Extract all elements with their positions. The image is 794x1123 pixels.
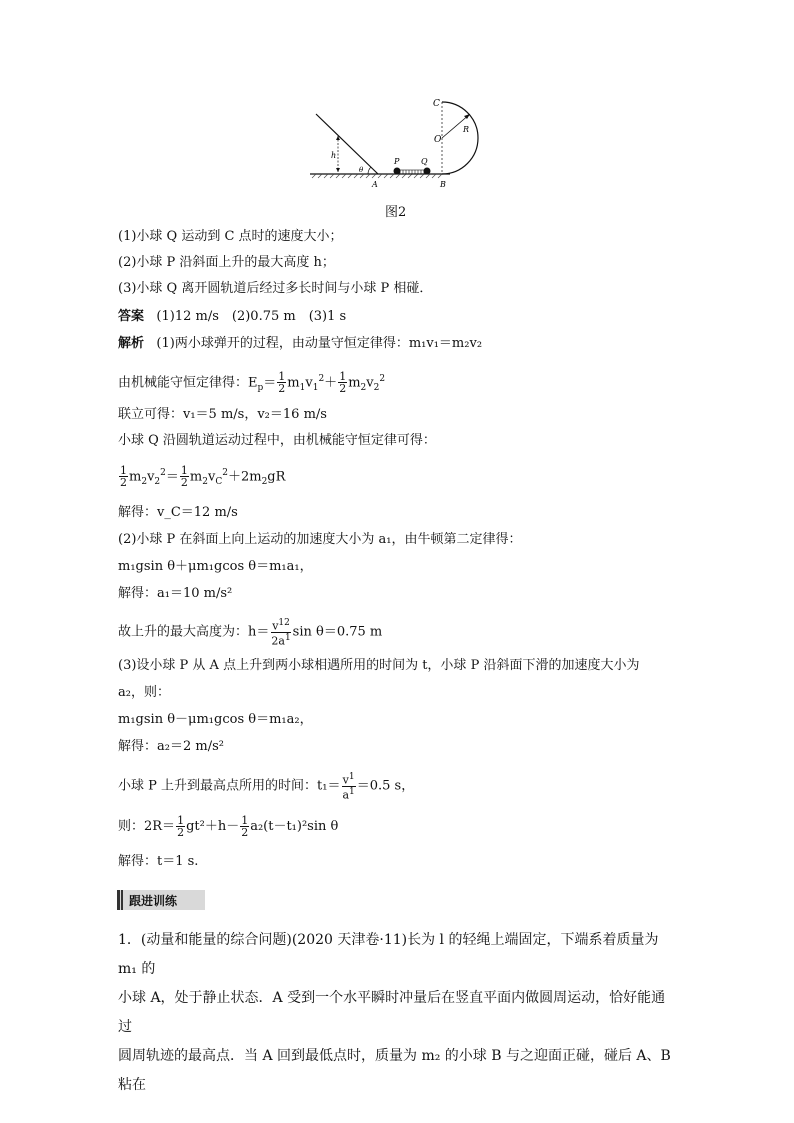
answer-label: 答案	[118, 309, 145, 324]
energy-prefix: 由机械能守恒定律得：E	[118, 375, 258, 391]
eq-mid: gt²＋h－	[186, 819, 240, 834]
eq-prefix: 则：2R＝	[118, 819, 176, 834]
svg-text:A: A	[372, 180, 378, 189]
analysis-line-8: m₁gsin θ＋μm₁gcos θ＝m₁a₁，	[118, 559, 313, 574]
svg-text:O: O	[434, 135, 442, 145]
exercise-line-2: 小球 A，处于静止状态．A 受到一个水平瞬时冲量后在竖直平面内做圆周运动，恰好能通过	[118, 990, 666, 1035]
eq-suffix: a₂(t－t₁)²sin θ	[250, 819, 339, 834]
svg-text:θ: θ	[359, 166, 364, 174]
section-title: 跟进训练	[129, 893, 178, 908]
height-prefix: 故上升的最大高度为：h＝	[118, 624, 270, 640]
analysis-line-11: (3)设小球 P 从 A 点上升到两小球相遇所用的时间为 t，小球 P 沿斜面下滑的加速度大小为	[118, 658, 640, 673]
analysis-line-14: 解得：a₂＝2 m/s²	[118, 739, 224, 754]
analysis-line-13: m₁gsin θ－μm₁gcos θ＝m₁a₂，	[118, 712, 313, 727]
time-prefix: 小球 P 上升到最高点所用的时间：t₁＝	[118, 778, 341, 794]
height-suffix: sin θ＝0.75 m	[292, 624, 383, 640]
svg-text:Q: Q	[421, 157, 428, 166]
analysis-line-9: 解得：a₁＝10 m/s²	[118, 586, 233, 601]
ball-p	[394, 168, 401, 175]
analysis-line-1	[118, 335, 482, 353]
analysis-line-15: 小球 P 上升到最高点所用的时间：t₁＝ $\frac{v^1}{a^1}$ ＝0.5 s，	[118, 772, 415, 802]
analysis-line-4: 小球 Q 沿圆轨道运动过程中，由机械能守恒定律可得：	[118, 433, 436, 448]
analysis-line-17: 解得：t＝1 s.	[118, 854, 199, 869]
figure-caption: 图2	[385, 205, 407, 220]
exercise-line-3: 圆周轨迹的最高点．当 A 回到最低点时，质量为 m₂ 的小球 B 与之迎面正碰，碰后 A、B 粘在	[118, 1048, 671, 1093]
analysis-line-10: 故上升的最大高度为：h＝ $\frac{v^{12}}{2a^1}$ sin θ＝0.75 m	[118, 618, 383, 648]
time-suffix: ＝0.5 s，	[356, 778, 415, 794]
section-heading	[117, 890, 205, 910]
analysis-line-2: 由机械能守恒定律得：$E_p=$ $\frac{1}{2}$ $m_1v_1^2+$ $\frac{1}{2}$ $m_2v_2^2$	[118, 370, 386, 396]
analysis-line-3: 联立可得：v₁＝5 m/s，v₂＝16 m/s	[118, 407, 327, 422]
question-1: (1)小球 Q 运动到 C 点时的速度大小；	[118, 229, 343, 244]
question-2: (2)小球 P 沿斜面上升的最大高度 h；	[118, 255, 335, 270]
section-bar-icon	[117, 890, 123, 910]
question-3: (3)小球 Q 离开圆轨道后经过多长时间与小球 P 相碰．	[118, 281, 433, 296]
svg-text:R: R	[463, 125, 470, 134]
svg-text:C: C	[433, 99, 440, 109]
analysis-line-7: (2)小球 P 在斜面上向上运动的加速度大小为 a₁，由牛顿第二定律得：	[118, 532, 522, 547]
svg-text:P: P	[394, 157, 400, 166]
analysis-line-16: 则：2R＝ $\frac{1}{2}$ gt²＋h－ $\frac{1}{2}$ a₂(t－t₁)²sin θ	[118, 814, 339, 839]
analysis-line-12: a₂，则：	[118, 685, 170, 700]
svg-text:B: B	[440, 180, 446, 189]
analysis-line-5: $\frac{1}{2}$ $m_2v_2^2=$ $\frac{1}{2}$ $m_2v_C^2+2m_2gR$	[120, 464, 286, 490]
analysis-text: (1)两小球弹开的过程，由动量守恒定律得：m₁v₁＝m₂v₂	[156, 336, 483, 351]
exercise-line-1: 1．(动量和能量的综合问题)(2020 天津卷·11)长为 l 的轻绳上端固定，下端系着质量为 m₁ 的	[118, 932, 659, 977]
svg-text:h: h	[331, 151, 337, 160]
answer-line	[118, 308, 346, 326]
answer-text: (1)12 m/s (2)0.75 m (3)1 s	[156, 309, 347, 324]
ball-q	[424, 168, 431, 175]
exercise-paragraph	[118, 926, 678, 1100]
analysis-label: 解析	[118, 336, 145, 351]
analysis-line-6: 解得：v_C＝12 m/s	[118, 505, 238, 520]
